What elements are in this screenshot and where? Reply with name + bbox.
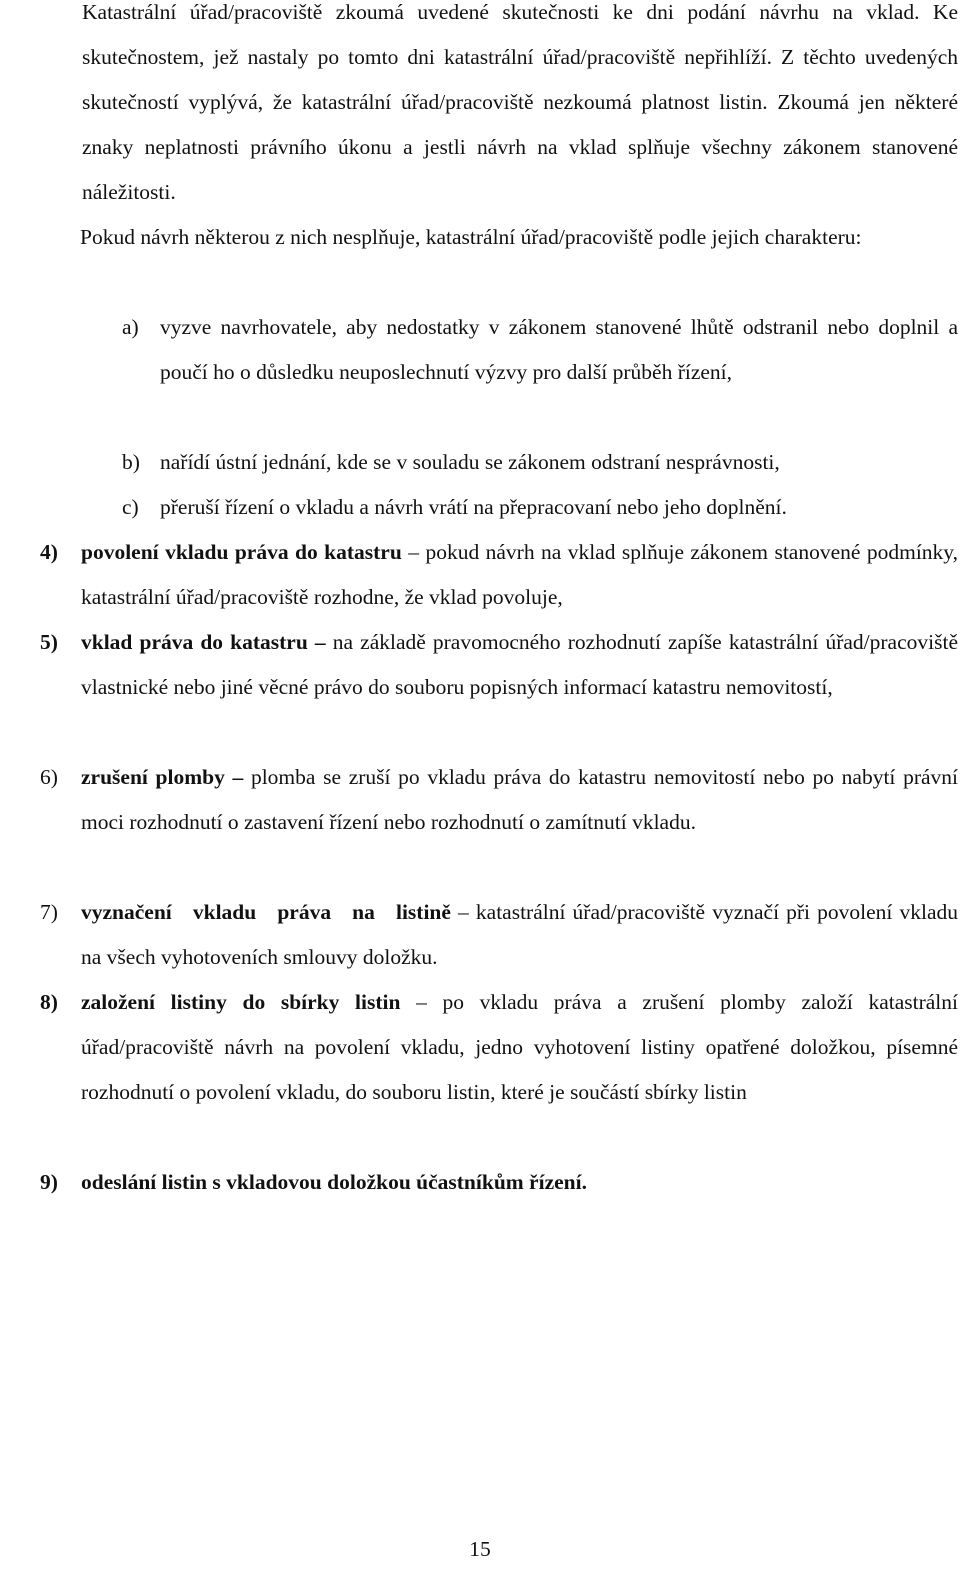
sub-item-text: přeruší řízení o vkladu a návrh vrátí na přepracovaní nebo jeho doplnění.	[160, 495, 787, 519]
item-body	[81, 890, 958, 980]
item-body	[81, 1160, 958, 1205]
list-item-5	[40, 620, 958, 710]
list-item-8	[40, 980, 958, 1115]
sub-item-label: b)	[122, 450, 140, 474]
list-item-6	[40, 755, 958, 845]
list-item-7	[40, 890, 958, 980]
item-dash: –	[314, 630, 326, 654]
item-heading: povolení vkladu práva do katastru	[81, 540, 402, 564]
item-body	[81, 755, 958, 845]
item-text: na základě pravomocného rozhodnutí zapíše katastrální úřad/pracoviště vlastnické nebo jiné věcné právo do souboru popisných informací katastru nemovitostí,	[81, 630, 959, 699]
sub-item-label: a)	[122, 315, 139, 339]
item-number: 7)	[40, 900, 58, 924]
sub-item-text: vyzve navrhovatele, aby nedostatky v zákonem stanovené lhůtě odstranil nebo doplnil a poučí ho o důsledku neuposlechnutí výzvy pro další průběh řízení,	[160, 315, 958, 384]
list-item-9	[40, 1160, 958, 1205]
item-number: 9)	[40, 1170, 58, 1194]
item-dash: –	[416, 990, 427, 1014]
item-body	[81, 620, 958, 710]
item-text: pokud návrh na vklad splňuje zákonem stanovené podmínky, katastrální úřad/pracoviště rozhodne, že vklad povoluje,	[81, 540, 959, 609]
sub-item-label: c)	[122, 495, 139, 519]
sub-item-a	[122, 305, 958, 395]
item-text: po vkladu práva a zrušení plomby založí katastrální úřad/pracoviště návrh na povolení vkladu, jedno vyhotovení listiny opatřené doložkou, písemné rozhodnutí o povolení vkladu, do souboru listin, které je součástí sbírky listin	[81, 990, 958, 1104]
item-dash: –	[408, 540, 419, 564]
item-body	[81, 980, 958, 1115]
item-number: 4)	[40, 540, 58, 564]
paragraph-conditions: Pokud návrh některou z nich nesplňuje, katastrální úřad/pracoviště podle jejich charakteru:	[80, 225, 862, 249]
item-heading: založení listiny do sbírky listin	[81, 990, 401, 1014]
sub-item-b	[122, 440, 958, 485]
item-heading: odeslání listin s vkladovou doložkou účastníkům řízení.	[81, 1170, 587, 1194]
item-number: 5)	[40, 630, 58, 654]
item-heading: zrušení plomby	[81, 765, 225, 789]
sub-item-text: nařídí ústní jednání, kde se v souladu se zákonem odstraní nesprávnosti,	[160, 450, 780, 474]
item-text: plomba se zruší po vkladu práva do katastru nemovitostí nebo po nabytí právní moci rozhodnutí o zastavení řízení nebo rozhodnutí o zamítnutí vkladu.	[81, 765, 958, 834]
item-heading: vyznačení vkladu práva na listině	[81, 900, 451, 924]
item-text: katastrální úřad/pracoviště vyznačí při povolení vkladu na všech vyhotoveních smlouvy doložku.	[81, 900, 958, 969]
item-body	[81, 530, 958, 620]
item-number: 6)	[40, 765, 58, 789]
item-dash: –	[458, 900, 469, 924]
list-item-4	[40, 530, 958, 620]
sub-item-c	[122, 485, 958, 530]
item-dash: –	[232, 765, 244, 789]
page-number: 15	[469, 1537, 491, 1561]
paragraph-intro: Katastrální úřad/pracoviště zkoumá uvedené skutečnosti ke dni podání návrhu na vklad. Ke skutečnostem, jež nastaly po tomto dni katastrální úřad/pracoviště nepřihlíží. Z těchto uvedených skutečností vyplývá, že katastrální úřad/pracoviště nezkoumá platnost listin. Zkoumá jen některé znaky neplatnosti právního úkonu a jestli návrh na vklad splňuje všechny zákonem stanovené náležitosti.	[82, 0, 958, 204]
item-number: 8)	[40, 990, 58, 1014]
item-heading: vklad práva do katastru	[81, 630, 308, 654]
